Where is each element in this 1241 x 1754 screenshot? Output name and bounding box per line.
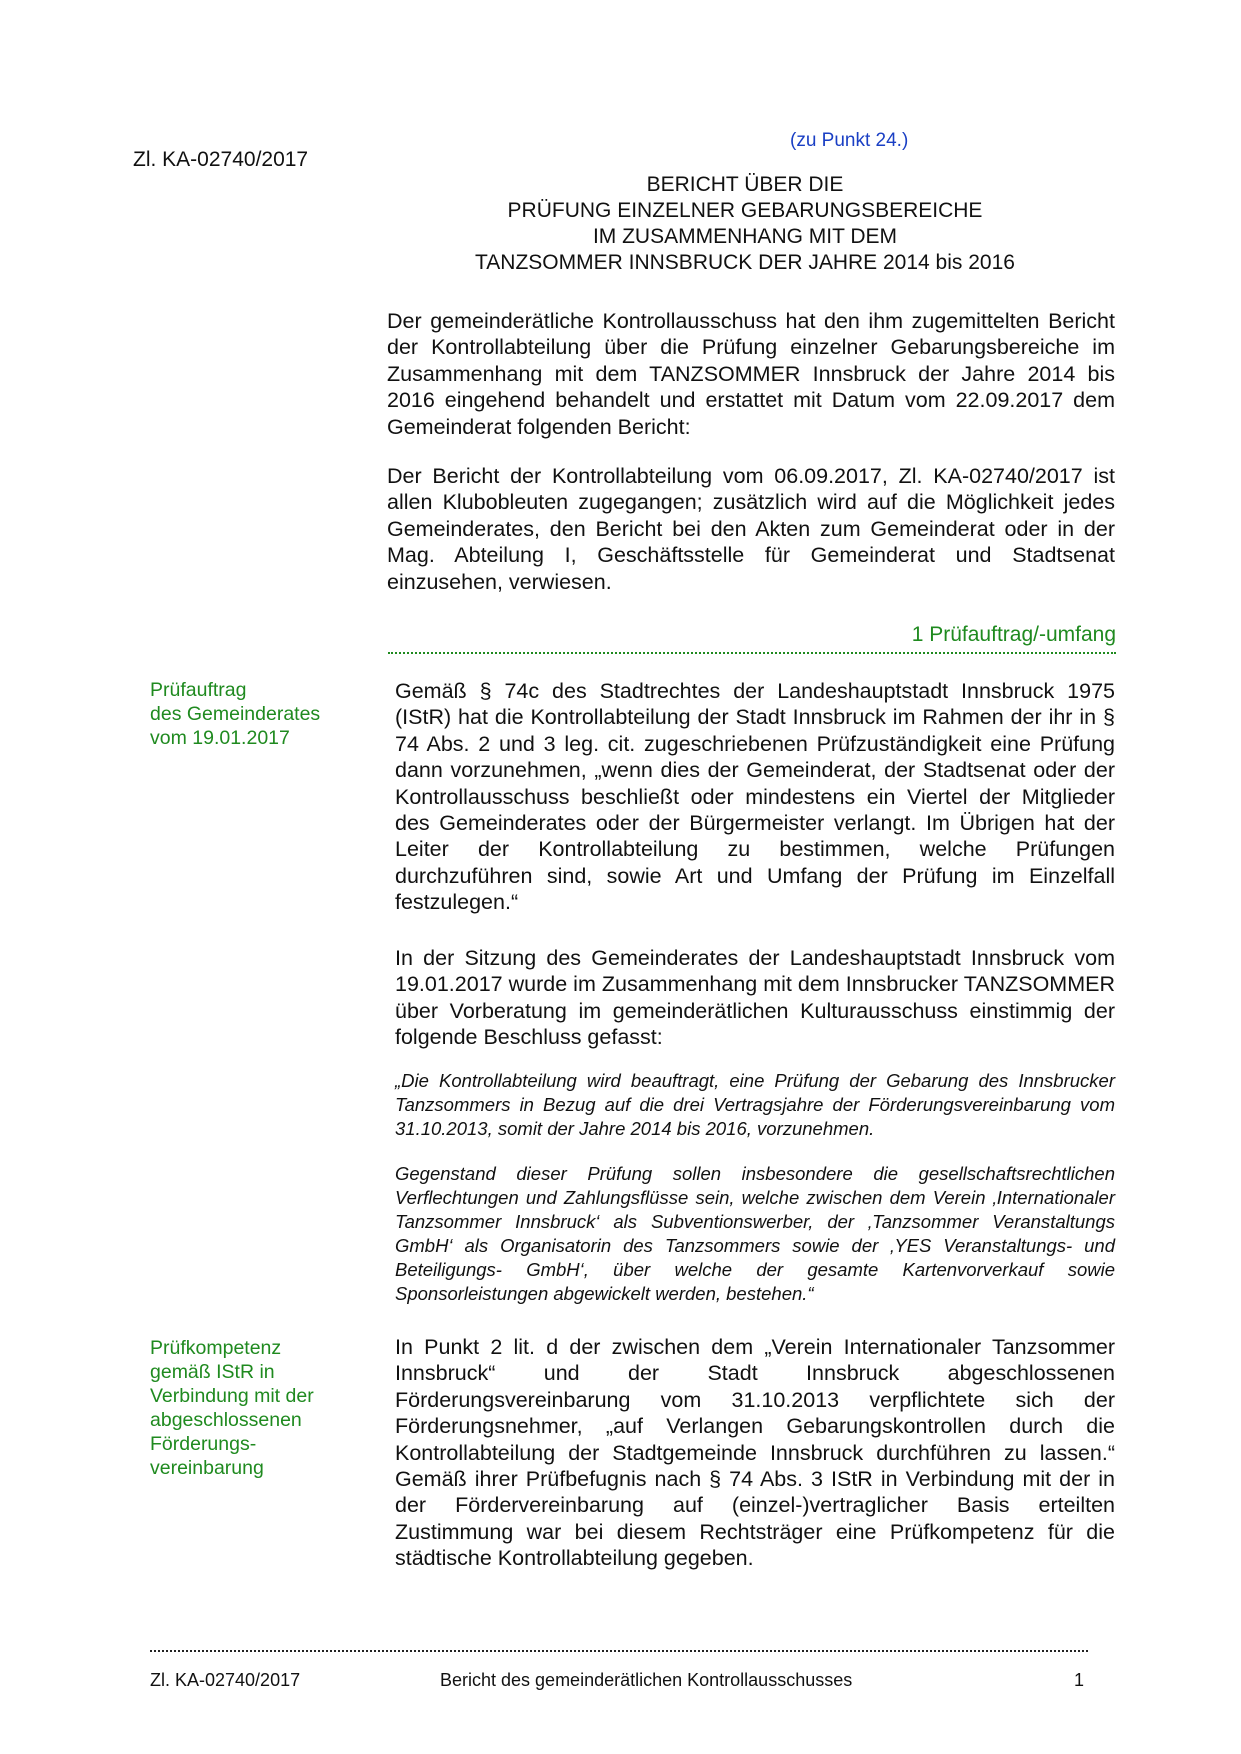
- report-title: [380, 172, 1110, 276]
- margin-note-line: Verbindung mit der: [150, 1385, 314, 1407]
- margin-note-line: Förderungs-: [150, 1433, 257, 1455]
- footer-divider: [150, 1650, 1088, 1652]
- quoted-resolution-2: Gegenstand dieser Prüfung sollen insbesondere die gesellschaftsrechtlichen Verflechtungen und Zahlungsflüsse sein, welche zwischen dem Verein ‚Internationaler Tanzsommer Innsbruck‘ als Subventionswerber, der ‚Tanzsommer Veranstaltungs GmbH‘ als Organisatorin des Tanzsommers sowie der ‚YES Veranstaltungs- und Beteiligungs- GmbH‘, über welche der gesamte Kartenvorverkauf sowie Sponsorleistungen abgewickelt werden, bestehen.“: [395, 1163, 1115, 1304]
- agenda-reference: (zu Punkt 24.): [790, 130, 909, 151]
- page-number: 1: [1074, 1670, 1085, 1690]
- section-paragraph-1: Gemäß § 74c des Stadtrechtes der Landeshauptstadt Innsbruck 1975 (IStR) hat die Kontrollabteilung der Stadt Innsbruck im Rahmen der ihr in § 74 Abs. 2 und 3 leg. cit. zugeschriebenen Prüfzuständigkeit eine Prüfung dann vorzunehmen, „wenn dies der Gemeinderat, der Stadtsenat oder der Kontrollausschuss beschließt oder mindestens ein Viertel der Mitglieder des Gemeinderates oder der Bürgermeister verlangt. Im Übrigen hat der Leiter der Kontrollabteilung zu bestimmen, welche Prüfungen durchzuführen sind, sowie Art und Umfang der Prüfung im Einzelfall festzulegen.“: [395, 679, 1115, 915]
- section-paragraph-2: In der Sitzung des Gemeinderates der Landeshauptstadt Innsbruck vom 19.01.2017 wurde im Zusammenhang mit dem Innsbrucker TANZSOMMER über Vorberatung im gemeinderätlichen Kulturausschuss einstimmig der folgende Beschluss gefasst:: [395, 946, 1115, 1050]
- title-line: PRÜFUNG EINZELNER GEBARUNGSBEREICHE: [507, 199, 983, 222]
- margin-note-line: abgeschlossenen: [150, 1409, 302, 1431]
- margin-note-line: vereinbarung: [150, 1457, 264, 1479]
- margin-note-line: Prüfauftrag: [150, 679, 247, 701]
- intro-paragraph-2: Der Bericht der Kontrollabteilung vom 06.09.2017, Zl. KA-02740/2017 ist allen Klubobleuten zugegangen; zusätzlich wird auf die Möglichkeit jedes Gemeinderates, den Bericht bei den Akten zum Gemeinderat oder in der Mag. Abteilung I, Geschäftsstelle für Gemeinderat und Stadtsenat einzusehen, verwiesen.: [387, 464, 1115, 594]
- intro-paragraph-1: Der gemeinderätliche Kontrollausschuss hat den ihm zugemittelten Bericht der Kontrollabteilung über die Prüfung einzelner Gebarungsbereiche im Zusammenhang mit dem TANZSOMMER Innsbruck der Jahre 2014 bis 2016 eingehend behandelt und erstattet mit Datum vom 22.09.2017 dem Gemeinderat folgenden Bericht:: [387, 309, 1115, 439]
- quoted-resolution-1: „Die Kontrollabteilung wird beauftragt, eine Prüfung der Gebarung des Innsbrucker Tanzsommers in Bezug auf die drei Vertragsjahre der Förderungsvereinbarung vom 31.10.2013, somit der Jahre 2014 bis 2016, vorzunehmen.: [395, 1070, 1115, 1139]
- footer-title: Bericht des gemeinderätlichen Kontrollausschusses: [440, 1670, 853, 1690]
- margin-note-line: Prüfkompetenz: [150, 1337, 282, 1359]
- title-line: BERICHT ÜBER DIE: [646, 173, 844, 196]
- margin-note-pruefauftrag: [150, 678, 320, 750]
- margin-note-line: gemäß IStR in: [150, 1361, 275, 1383]
- section-paragraph-3: In Punkt 2 lit. d der zwischen dem „Verein Internationaler Tanzsommer Innsbruck“ und der Stadt Innsbruck abgeschlossenen Förderungsvereinbarung vom 31.10.2013 verpflichtete sich der Förderungsnehmer, „auf Verlangen Gebarungskontrollen durch die Kontrollabteilung der Stadtgemeinde Innsbruck durchführen zu lassen.“ Gemäß ihrer Prüfbefugnis nach § 74 Abs. 3 IStR in Verbindung mit der in der Fördervereinbarung auf (einzel-)vertraglicher Basis erteilten Zustimmung war bei diesem Rechtsträger eine Prüfkompetenz für die städtische Kontrollabteilung gegeben.: [395, 1335, 1115, 1571]
- title-line: IM ZUSAMMENHANG MIT DEM: [592, 225, 898, 248]
- section-divider: [388, 652, 1116, 654]
- footer-reference: Zl. KA-02740/2017: [150, 1670, 301, 1690]
- margin-note-line: des Gemeinderates: [150, 703, 321, 725]
- title-line: TANZSOMMER INNSBRUCK DER JAHRE 2014 bis 2016: [475, 251, 1015, 274]
- document-reference: Zl. KA-02740/2017: [133, 148, 309, 171]
- margin-note-pruefkompetenz: [150, 1336, 314, 1480]
- section-heading: 1 Prüfauftrag/-umfang: [911, 623, 1116, 646]
- margin-note-line: vom 19.01.2017: [150, 727, 290, 749]
